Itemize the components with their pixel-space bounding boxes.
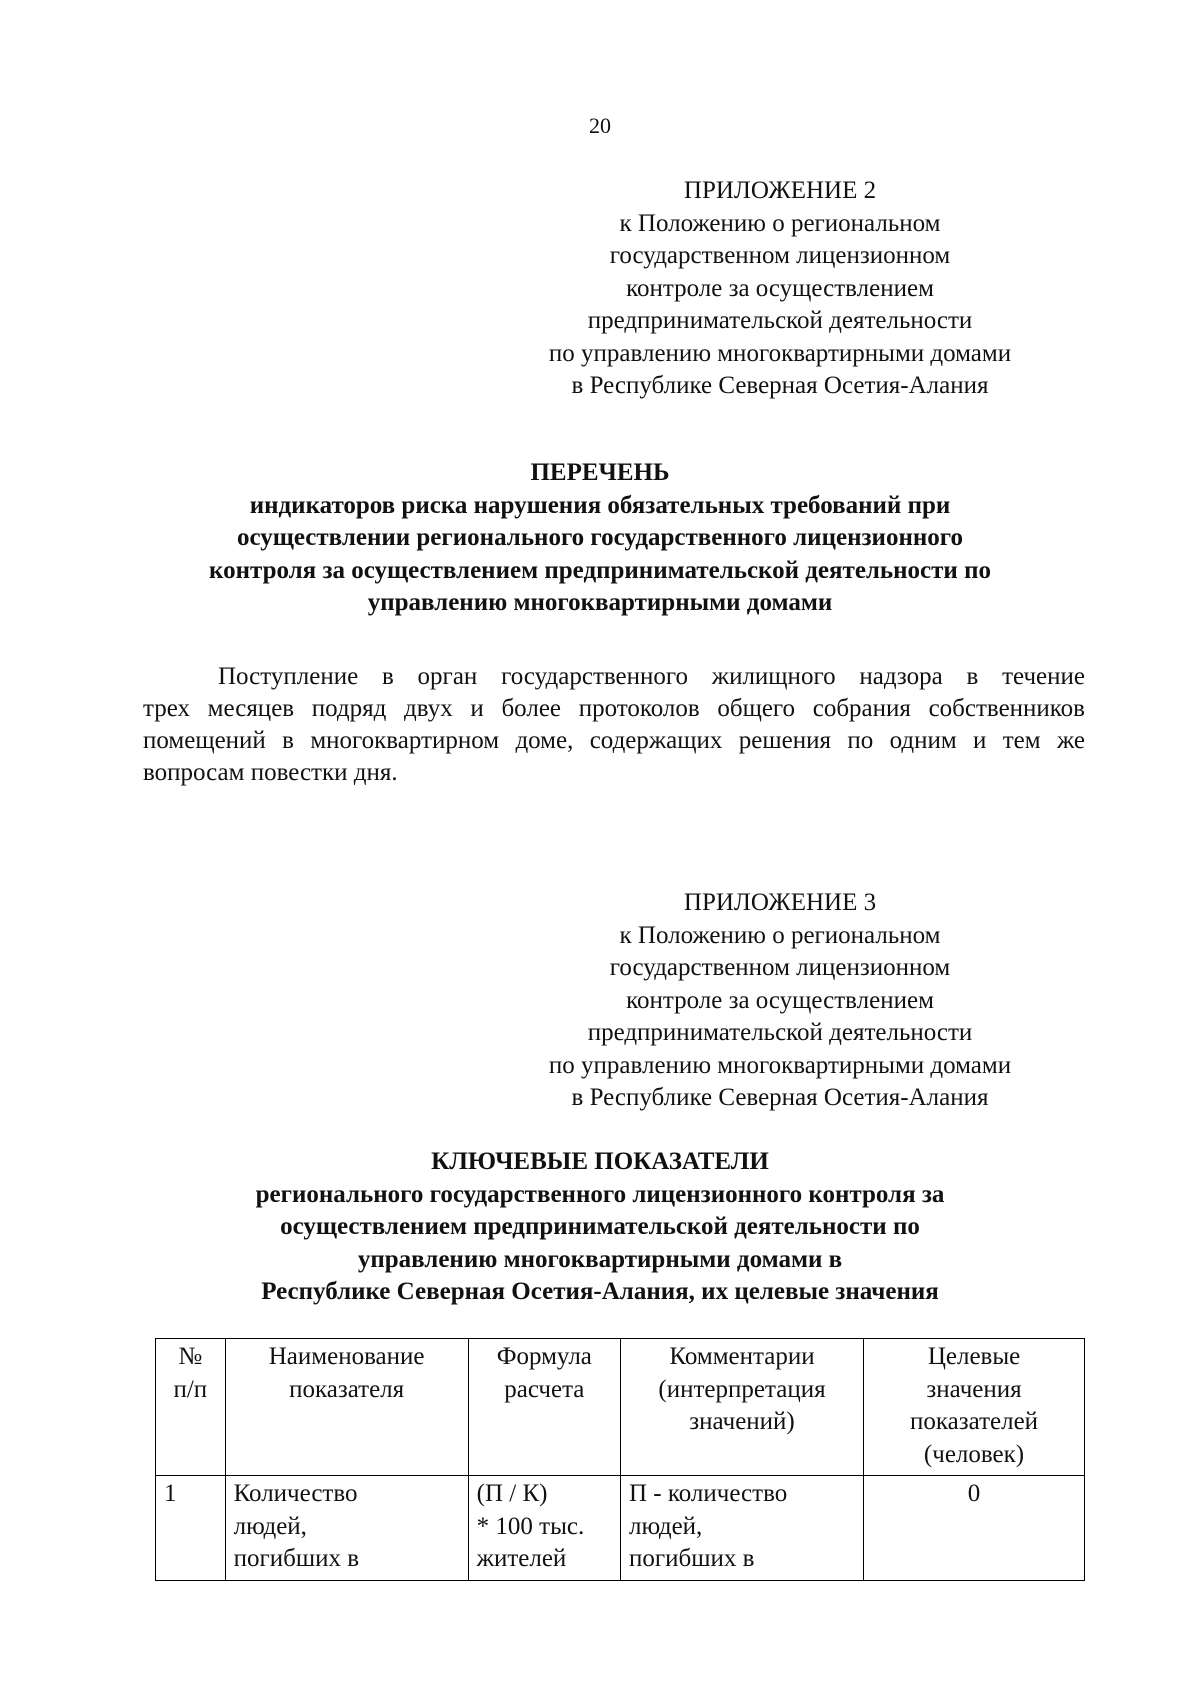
cell-comment [620,1476,863,1581]
header-text: Целевые [927,1343,1021,1370]
header-text: показателя [289,1375,405,1403]
appendix-3-line: в Республике Северная Осетия-Алания [571,1084,989,1111]
appendix-2-line: по управлению многоквартирными домами [548,339,1012,367]
kpi-heading [0,1146,1200,1309]
header-indicator-name [225,1339,468,1476]
cell-text: погибших в [233,1545,360,1572]
cell-text: П - количество [628,1480,788,1507]
cell-number [156,1476,226,1581]
header-text: Наименование [268,1343,425,1370]
header-text: Комментарии [669,1343,815,1370]
header-text: значения [926,1375,1022,1403]
risk-indicator-paragraph [143,661,1085,789]
cell-text: жителей [476,1545,567,1572]
cell-text: (П / К) [476,1480,548,1507]
cell-text: людей, [628,1512,703,1540]
paragraph-line: вопросам повестки дня. [143,759,398,786]
appendix-3-line: по управлению многоквартирными домами [548,1051,1012,1079]
kpi-subtitle-line: осуществлением предпринимательской деятельности по [280,1213,920,1240]
cell-formula [468,1476,620,1581]
risk-indicators-subtitle-line: индикаторов риска нарушения обязательных требований при [249,491,951,519]
header-text: № [178,1343,203,1370]
kpi-subtitle-line: управлению многоквартирными домами в [357,1245,843,1273]
cell-text: людей, [233,1512,307,1540]
header-formula [468,1339,620,1476]
cell-indicator-name [225,1476,468,1581]
appendix-3-title: ПРИЛОЖЕНИЕ 3 [683,889,877,916]
appendix-3-line: контроле за осуществлением [626,986,934,1014]
kpi-subtitle-line: Республике Северная Осетия-Алания, их целевые значения [261,1278,939,1305]
cell-text: 0 [967,1480,981,1507]
appendix-3-header [500,887,1060,1115]
header-text: Формула [496,1343,592,1370]
header-comments [620,1339,863,1476]
risk-indicators-subtitle-line: управлению многоквартирными домами [367,589,833,616]
header-target-values [864,1339,1085,1476]
appendix-3-line: государственном лицензионном [609,954,951,981]
header-text: (интерпретация [658,1375,826,1403]
header-text: (человек) [923,1440,1025,1468]
risk-indicators-title: ПЕРЕЧЕНЬ [530,459,670,486]
risk-indicators-heading [0,457,1200,620]
header-text: расчета [504,1375,585,1403]
appendix-2-line: в Республике Северная Осетия-Алания [571,372,989,399]
appendix-2-line: к Положению о региональном [619,209,941,237]
paragraph-line: помещений в многоквартирном доме, содержащих решения по одним и тем же [143,727,1085,754]
header-text: п/п [173,1375,208,1403]
header-text: показателей [910,1408,1039,1435]
page-number: 20 [589,113,611,138]
kpi-title: КЛЮЧЕВЫЕ ПОКАЗАТЕЛИ [431,1148,769,1175]
paragraph-line: Поступление в орган государственного жилищного надзора в течение [218,663,1085,690]
kpi-table [155,1338,1085,1581]
risk-indicators-subtitle-line: осуществлении регионального государственного лицензионного [237,524,963,551]
appendix-2-header [500,175,1060,403]
cell-text: погибших в [628,1545,755,1572]
risk-indicators-subtitle-line: контроля за осуществлением предпринимательской деятельности по [209,556,991,584]
cell-target-value [864,1476,1085,1581]
appendix-2-line: государственном лицензионном [609,242,951,269]
cell-text: * 100 тыс. [476,1512,585,1540]
header-number [156,1339,226,1476]
appendix-3-line: предпринимательской деятельности [587,1019,973,1046]
appendix-2-title: ПРИЛОЖЕНИЕ 2 [683,177,877,204]
cell-text: 1 [164,1480,177,1507]
kpi-subtitle-line: регионального государственного лицензионного контроля за [255,1180,945,1208]
appendix-3-line: к Положению о региональном [619,921,941,949]
appendix-2-line: предпринимательской деятельности [587,307,973,334]
table-row [156,1476,1085,1581]
paragraph-line: трех месяцев подряд двух и более протоколов общего собрания собственников [143,695,1085,722]
header-text: значений) [689,1408,795,1435]
appendix-2-line: контроле за осуществлением [626,274,934,302]
cell-text: Количество [233,1480,358,1507]
table-header-row [156,1339,1085,1476]
